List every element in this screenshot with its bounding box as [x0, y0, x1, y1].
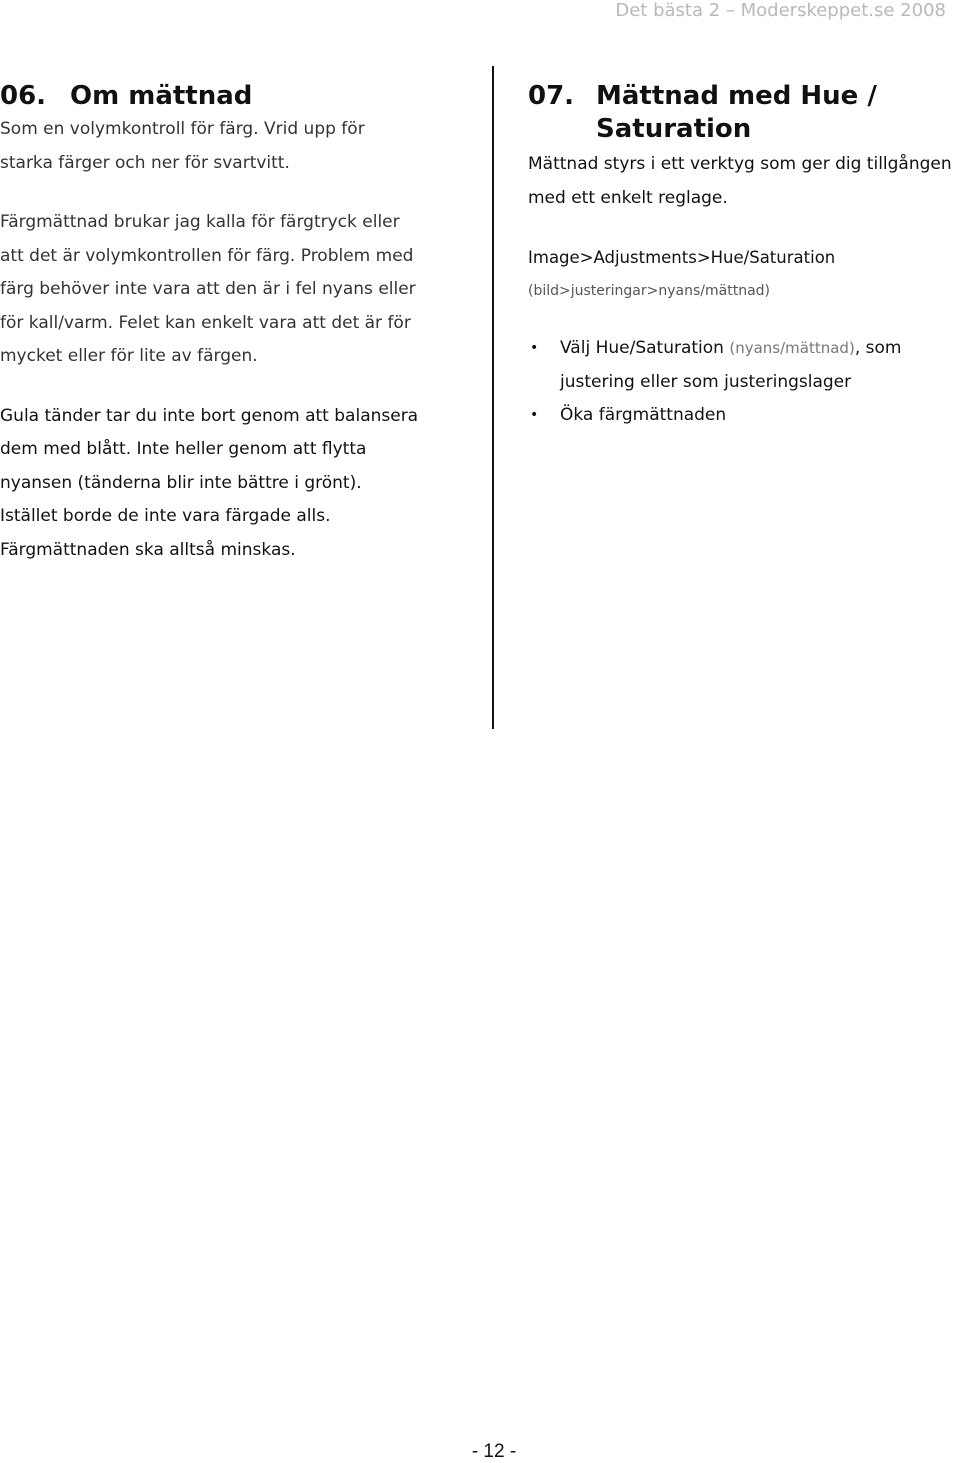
section-title-line2: Saturation	[596, 114, 752, 144]
section-title-line1: Mättnad med Hue /	[596, 81, 877, 111]
bullet-text: Välj Hue/Saturation	[560, 338, 730, 358]
bullet-text-after: , som	[854, 338, 902, 358]
section-number: 07.	[528, 81, 575, 111]
paragraph-line: att det är volymkontrollen för färg. Problem med	[0, 245, 414, 266]
paragraph-line: Färgmättnad brukar jag kalla för färgtryck eller	[0, 212, 400, 232]
bullet-text: Öka färgmättnaden	[560, 405, 727, 425]
paragraph-line: Som en volymkontroll för färg. Vrid upp för	[0, 119, 365, 139]
right-column	[528, 80, 958, 433]
paragraph-line: färg behöver inte vara att den är i fel nyans eller	[0, 279, 416, 299]
paragraph-line: Mättnad styrs i ett verktyg som ger dig tillgången	[528, 154, 952, 174]
running-header: Det bästa 2 – Moderskeppet.se 2008	[615, 0, 946, 21]
bullet-icon: •	[530, 407, 539, 423]
menu-path: Image>Adjustments>Hue/Saturation	[528, 248, 836, 267]
column-divider	[492, 66, 494, 729]
bullet-muted-text: (nyans/mättnad)	[729, 339, 855, 357]
paragraph-line: dem med blått. Inte heller genom att flytta	[0, 439, 367, 459]
page-number: - 12 -	[471, 1441, 517, 1462]
paragraph-line: starka färger och ner för svartvitt.	[0, 152, 290, 173]
paragraph-line: Färgmättnaden ska alltså minskas.	[0, 539, 296, 560]
list-item	[528, 332, 958, 399]
paragraph-line: för kall/varm. Felet kan enkelt vara att det är för	[0, 312, 411, 333]
bullet-icon: •	[530, 340, 539, 356]
section-title: Om mättnad	[70, 81, 253, 111]
section-number: 06.	[0, 81, 47, 111]
bullet-continuation: justering eller som justeringslager	[560, 371, 852, 392]
section-heading-07	[528, 80, 958, 146]
paragraph-line: Istället borde de inte vara färgade alls.	[0, 506, 331, 526]
left-column	[0, 80, 470, 567]
paragraph-line: nyansen (tänderna blir inte bättre i grönt).	[0, 472, 362, 493]
paragraph-line: mycket eller för lite av färgen.	[0, 346, 258, 366]
section-heading-06	[0, 80, 470, 113]
list-item	[528, 399, 958, 433]
bullet-list	[528, 332, 958, 433]
paragraph-line: med ett enkelt reglage.	[528, 187, 728, 208]
menu-path-translation: (bild>justeringar>nyans/mättnad)	[528, 282, 770, 299]
paragraph-line: Gula tänder tar du inte bort genom att balansera	[0, 405, 419, 426]
